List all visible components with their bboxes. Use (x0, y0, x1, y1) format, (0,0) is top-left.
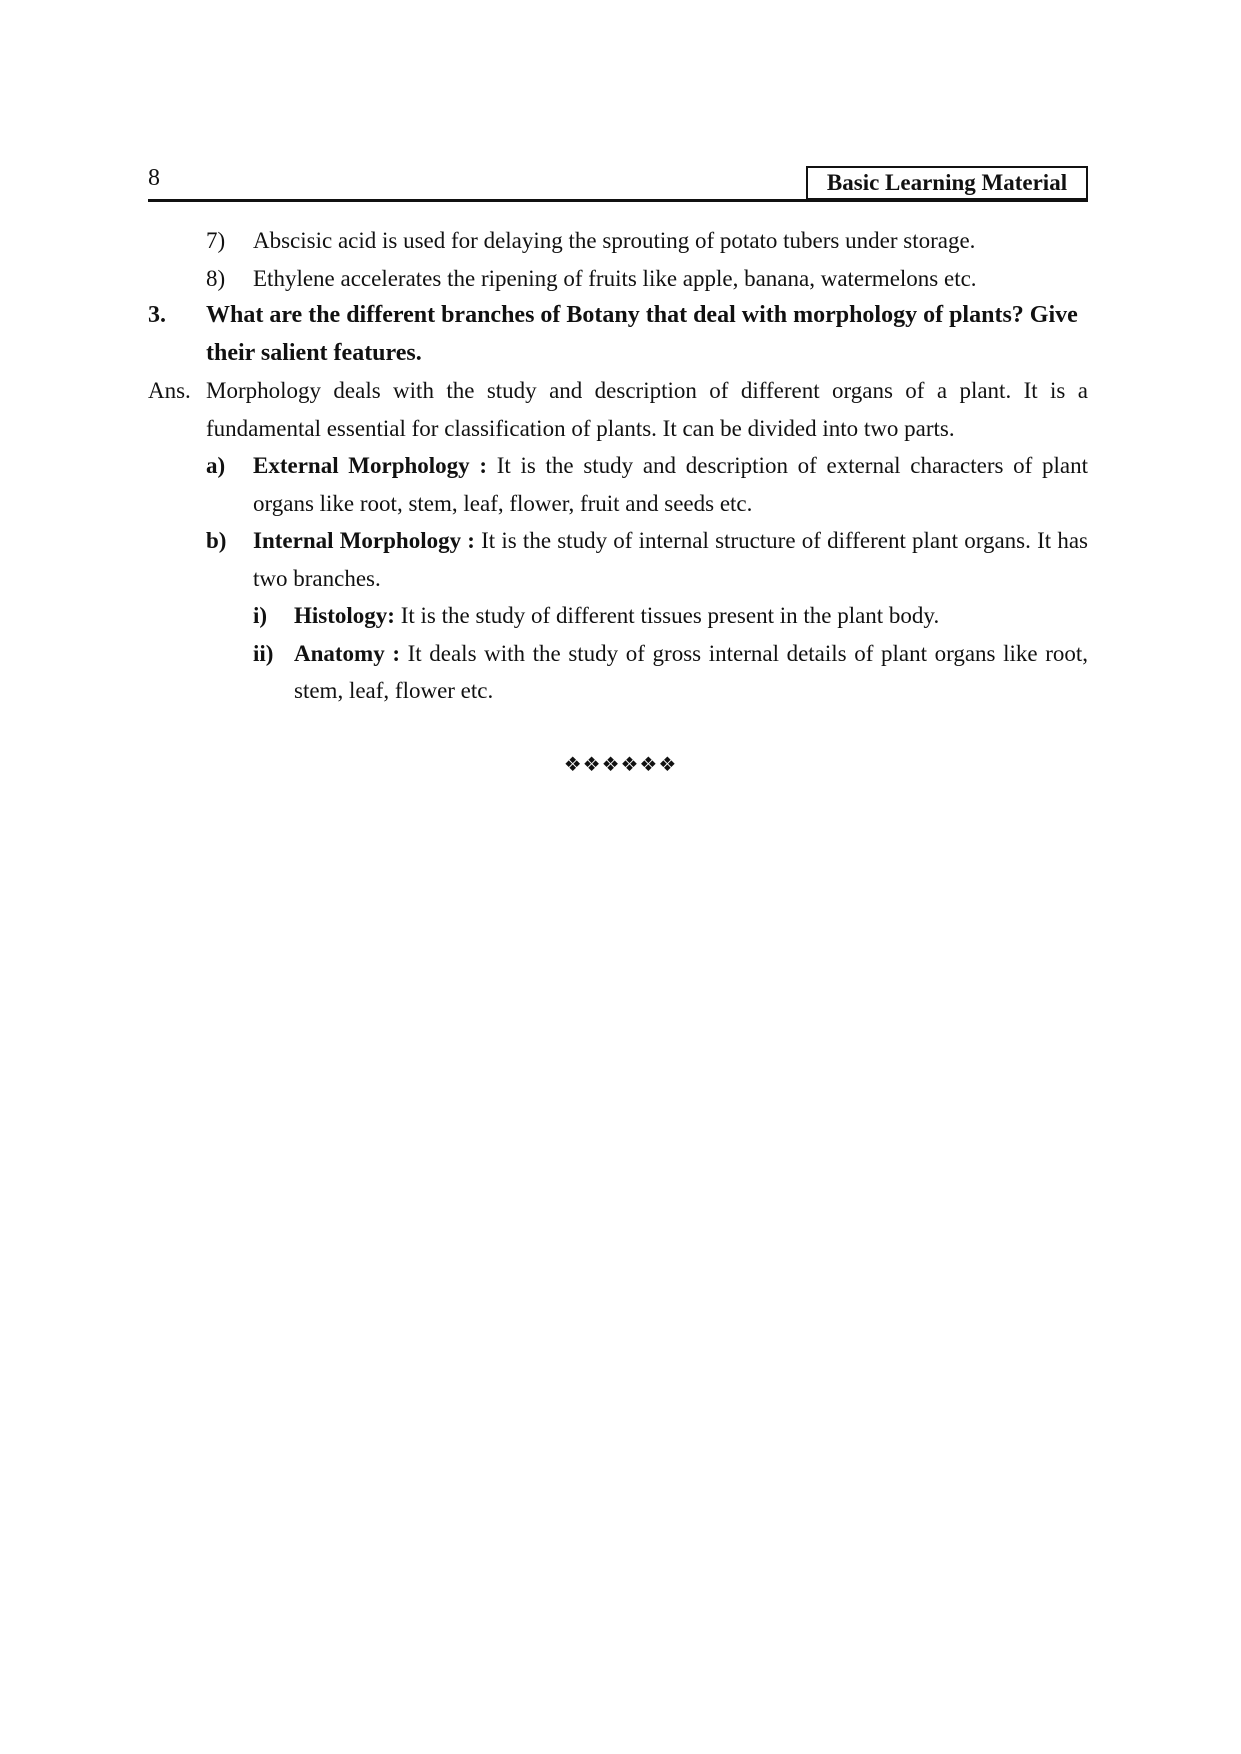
running-header-title: Basic Learning Material (806, 166, 1088, 200)
answer-part-number: a) (206, 453, 226, 478)
list-item-number: 7) (206, 228, 226, 253)
answer-part-text: It is the study and description of external characters of plant organs like root, stem, leaf, flower, fruit and seeds etc. (253, 453, 1088, 516)
list-item-text: Abscisic acid is used for delaying the sprouting of potato tubers under storage. (253, 228, 976, 253)
question-number: 3. (148, 302, 166, 328)
answer-part-body (253, 447, 1088, 522)
question (148, 297, 1088, 372)
list-item-text: Ethylene accelerates the ripening of fruits like apple, banana, watermelons etc. (253, 265, 977, 291)
answer-subpart-text: It deals with the study of gross internal details of plant organs like root, stem, leaf, flower etc. (294, 640, 1088, 703)
list-item (148, 260, 1088, 298)
answer (148, 372, 1088, 447)
list-item (148, 222, 1088, 260)
section-end-ornament: ❖❖❖❖❖❖ (563, 752, 678, 776)
answer-subpart-body (294, 635, 1088, 710)
list-item-number: 8) (206, 265, 226, 291)
header-divider (148, 199, 1088, 202)
answer-text: Morphology deals with the study and description of different organs of a plant. It is a fundamental essential for classification of plants. It can be divided into two parts. (206, 378, 1088, 441)
answer-part-term: Internal Morphology : (253, 528, 475, 553)
answer-part (148, 447, 1088, 522)
page-number: 8 (148, 165, 160, 191)
answer-part-term: External Morphology : (253, 453, 488, 478)
answer-part-number: b) (206, 528, 227, 553)
answer-part (148, 522, 1088, 597)
answer-subpart-number: i) (253, 603, 268, 628)
answer-subpart-term: Histology: (294, 603, 395, 628)
answer-part-body (253, 522, 1088, 597)
answer-part-text: It is the study of internal structure of different plant organs. It has two branches. (253, 528, 1088, 591)
answer-subpart-term: Anatomy : (294, 640, 400, 666)
answer-subpart-text: It is the study of different tissues present in the plant body. (394, 603, 940, 628)
answer-label: Ans. (148, 378, 191, 403)
answer-subpart-body (294, 597, 1088, 635)
answer-subpart (148, 635, 1088, 710)
page-content (148, 222, 1088, 710)
question-text: What are the different branches of Botany that deal with morphology of plants? Give their salient features. (206, 302, 1078, 366)
answer-subpart-number: ii) (253, 640, 274, 666)
answer-subpart (148, 597, 1088, 635)
